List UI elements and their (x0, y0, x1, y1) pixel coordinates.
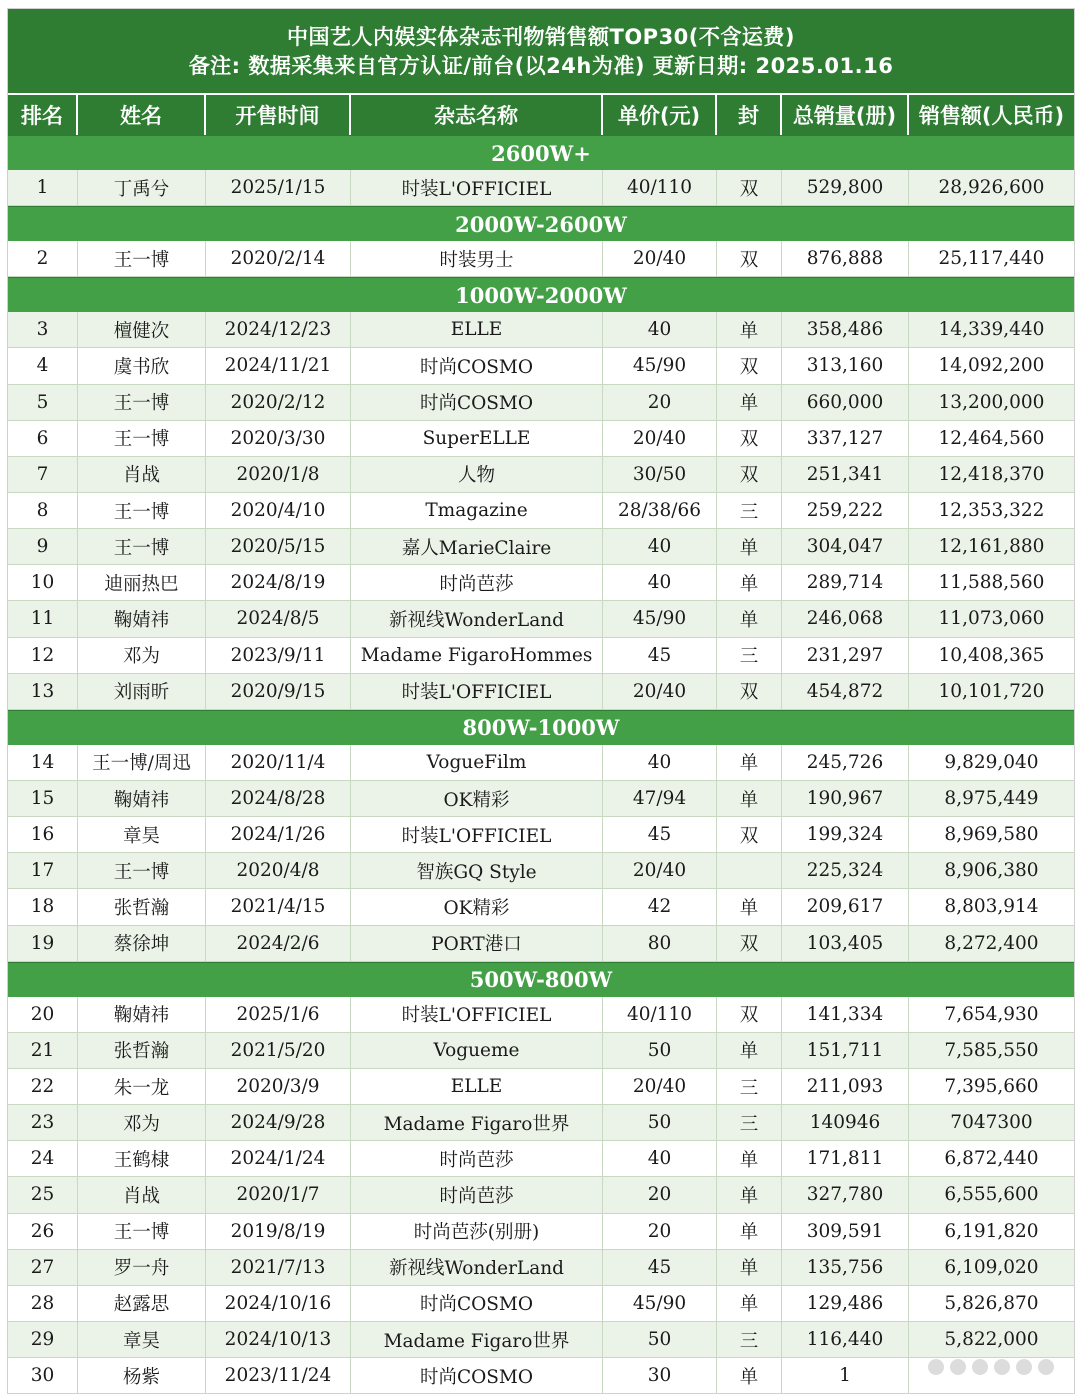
cell-unit-price: 45/90 (603, 348, 717, 384)
cell-total-sales: 246,068 (782, 601, 909, 637)
cell-magazine: OK精彩 (351, 889, 603, 925)
cell-unit-price: 20/40 (603, 421, 717, 457)
cell-revenue: 13,200,000 (909, 385, 1074, 421)
cell-cover: 单 (717, 529, 782, 565)
table-row (8, 1358, 1074, 1394)
cell-cover: 双 (717, 170, 782, 206)
cell-name: 王一博 (78, 493, 206, 529)
cell-unit-price: 47/94 (603, 781, 717, 817)
cell-rank: 15 (8, 781, 78, 817)
cell-release-date: 2025/1/6 (206, 997, 351, 1033)
cell-magazine: 时装L'OFFICIEL (351, 817, 603, 853)
cell-rank: 14 (8, 745, 78, 781)
ranking-table (7, 8, 1075, 1394)
cell-rank: 2 (8, 241, 78, 277)
table-row (8, 529, 1074, 565)
cell-unit-price: 20 (603, 1177, 717, 1213)
cell-rank: 8 (8, 493, 78, 529)
column-headers (8, 93, 1074, 135)
cell-magazine: 新视线WonderLand (351, 1250, 603, 1286)
column-magazine: 杂志名称 (351, 95, 603, 135)
cell-name: 王一博 (78, 241, 206, 277)
table-row (8, 170, 1074, 206)
cell-release-date: 2024/8/28 (206, 781, 351, 817)
cell-magazine: Madame Figaro世界 (351, 1105, 603, 1141)
cell-name: 张哲瀚 (78, 1033, 206, 1069)
cell-release-date: 2023/9/11 (206, 638, 351, 674)
cell-name: 肖战 (78, 457, 206, 493)
cell-magazine: 时尚COSMO (351, 385, 603, 421)
cell-rank: 22 (8, 1069, 78, 1105)
cell-total-sales: 454,872 (782, 674, 909, 710)
cell-cover: 单 (717, 1177, 782, 1213)
cell-rank: 21 (8, 1033, 78, 1069)
cell-rank: 20 (8, 997, 78, 1033)
table-row (8, 781, 1074, 817)
cell-release-date: 2024/11/21 (206, 348, 351, 384)
table-row (8, 493, 1074, 529)
cell-name: 朱一龙 (78, 1069, 206, 1105)
cell-cover: 双 (717, 997, 782, 1033)
watermark-dot-icon (994, 1359, 1010, 1375)
cell-cover: 单 (717, 889, 782, 925)
cell-total-sales: 151,711 (782, 1033, 909, 1069)
table-row (8, 853, 1074, 889)
cell-magazine: 时尚芭莎 (351, 1177, 603, 1213)
cell-revenue: 12,418,370 (909, 457, 1074, 493)
cell-rank: 28 (8, 1286, 78, 1322)
cell-magazine: 新视线WonderLand (351, 601, 603, 637)
cell-name: 章昊 (78, 817, 206, 853)
cell-name: 虞书欣 (78, 348, 206, 384)
cell-cover: 单 (717, 1358, 782, 1394)
cell-revenue: 9,829,040 (909, 745, 1074, 781)
cell-unit-price: 40 (603, 529, 717, 565)
cell-name: 张哲瀚 (78, 889, 206, 925)
cell-rank: 1 (8, 170, 78, 206)
cell-total-sales: 660,000 (782, 385, 909, 421)
table-row (8, 997, 1074, 1033)
cell-rank: 17 (8, 853, 78, 889)
cell-unit-price: 20/40 (603, 674, 717, 710)
table-row (8, 1322, 1074, 1358)
cell-magazine: ELLE (351, 312, 603, 348)
cell-name: 蔡徐坤 (78, 926, 206, 962)
cell-total-sales: 251,341 (782, 457, 909, 493)
cell-revenue: 8,969,580 (909, 817, 1074, 853)
cell-magazine: SuperELLE (351, 421, 603, 457)
column-unit-price: 单价(元) (603, 95, 717, 135)
watermark-dot-icon (1016, 1359, 1032, 1375)
cell-revenue: 6,555,600 (909, 1177, 1074, 1213)
cell-release-date: 2020/3/30 (206, 421, 351, 457)
cell-name: 鞠婧祎 (78, 997, 206, 1033)
cell-name: 檀健次 (78, 312, 206, 348)
cell-cover: 三 (717, 493, 782, 529)
cell-name: 罗一舟 (78, 1250, 206, 1286)
cell-cover: 单 (717, 1033, 782, 1069)
cell-cover: 单 (717, 385, 782, 421)
cell-rank: 23 (8, 1105, 78, 1141)
cell-total-sales: 209,617 (782, 889, 909, 925)
cell-revenue: 28,926,600 (909, 170, 1074, 206)
table-row (8, 1033, 1074, 1069)
cell-unit-price: 50 (603, 1033, 717, 1069)
cell-rank: 29 (8, 1322, 78, 1358)
cell-unit-price: 30/50 (603, 457, 717, 493)
cell-total-sales: 1 (782, 1358, 909, 1394)
table-row (8, 889, 1074, 925)
cell-release-date: 2025/1/15 (206, 170, 351, 206)
cell-magazine: 时尚芭莎 (351, 565, 603, 601)
cell-magazine: OK精彩 (351, 781, 603, 817)
cell-magazine: 时尚COSMO (351, 348, 603, 384)
cell-unit-price: 42 (603, 889, 717, 925)
cell-name: 章昊 (78, 1322, 206, 1358)
cell-name: 迪丽热巴 (78, 565, 206, 601)
cell-release-date: 2023/11/24 (206, 1358, 351, 1394)
cell-revenue: 12,161,880 (909, 529, 1074, 565)
cell-unit-price: 45 (603, 817, 717, 853)
cell-name: 鞠婧祎 (78, 601, 206, 637)
cell-unit-price: 40 (603, 1141, 717, 1177)
cell-cover: 双 (717, 674, 782, 710)
cell-rank: 13 (8, 674, 78, 710)
cell-total-sales: 259,222 (782, 493, 909, 529)
cell-revenue: 7,395,660 (909, 1069, 1074, 1105)
cell-magazine: 时尚COSMO (351, 1286, 603, 1322)
cell-unit-price: 45/90 (603, 601, 717, 637)
cell-cover: 三 (717, 1322, 782, 1358)
cell-name: 刘雨昕 (78, 674, 206, 710)
cell-rank: 3 (8, 312, 78, 348)
table-row (8, 421, 1074, 457)
cell-total-sales: 313,160 (782, 348, 909, 384)
column-rank: 排名 (8, 95, 78, 135)
cell-rank: 10 (8, 565, 78, 601)
cell-magazine: Tmagazine (351, 493, 603, 529)
cell-name: 鞠婧祎 (78, 781, 206, 817)
cell-total-sales: 529,800 (782, 170, 909, 206)
cell-total-sales: 116,440 (782, 1322, 909, 1358)
cell-total-sales: 190,967 (782, 781, 909, 817)
cell-cover: 单 (717, 1250, 782, 1286)
table-row (8, 926, 1074, 962)
cell-cover: 双 (717, 241, 782, 277)
table-row (8, 1069, 1074, 1105)
cell-unit-price: 40/110 (603, 997, 717, 1033)
table-row (8, 565, 1074, 601)
cell-release-date: 2020/1/8 (206, 457, 351, 493)
cell-release-date: 2020/1/7 (206, 1177, 351, 1213)
cell-unit-price: 45 (603, 1250, 717, 1286)
cell-unit-price: 80 (603, 926, 717, 962)
cell-cover: 单 (717, 1286, 782, 1322)
cell-total-sales: 231,297 (782, 638, 909, 674)
cell-revenue: 7,654,930 (909, 997, 1074, 1033)
cell-cover: 三 (717, 1069, 782, 1105)
cell-cover: 双 (717, 348, 782, 384)
cell-release-date: 2024/9/28 (206, 1105, 351, 1141)
cell-name: 肖战 (78, 1177, 206, 1213)
cell-revenue: 11,073,060 (909, 601, 1074, 637)
cell-name: 王鹤棣 (78, 1141, 206, 1177)
cell-unit-price: 50 (603, 1322, 717, 1358)
cell-magazine: 时尚芭莎(别册) (351, 1214, 603, 1250)
cell-total-sales: 304,047 (782, 529, 909, 565)
cell-unit-price: 50 (603, 1105, 717, 1141)
cell-name: 王一博 (78, 385, 206, 421)
cell-cover: 双 (717, 421, 782, 457)
cell-magazine: 时尚芭莎 (351, 1141, 603, 1177)
cell-revenue: 12,464,560 (909, 421, 1074, 457)
cell-total-sales: 135,756 (782, 1250, 909, 1286)
table-header (8, 9, 1074, 93)
watermark-dot-icon (950, 1359, 966, 1375)
cell-total-sales: 199,324 (782, 817, 909, 853)
cell-release-date: 2020/5/15 (206, 529, 351, 565)
table-row (8, 1105, 1074, 1141)
cell-cover: 三 (717, 1105, 782, 1141)
cell-release-date: 2024/10/13 (206, 1322, 351, 1358)
cell-rank: 25 (8, 1177, 78, 1213)
cell-revenue: 7,585,550 (909, 1033, 1074, 1069)
cell-revenue: 11,588,560 (909, 565, 1074, 601)
cell-release-date: 2020/4/8 (206, 853, 351, 889)
table-row (8, 817, 1074, 853)
cell-unit-price: 20 (603, 1214, 717, 1250)
cell-unit-price: 20/40 (603, 1069, 717, 1105)
table-row (8, 638, 1074, 674)
cell-rank: 7 (8, 457, 78, 493)
cell-magazine: 时装L'OFFICIEL (351, 674, 603, 710)
cell-cover: 双 (717, 457, 782, 493)
cell-release-date: 2020/2/12 (206, 385, 351, 421)
cell-unit-price: 40 (603, 312, 717, 348)
cell-magazine: PORT港口 (351, 926, 603, 962)
cell-total-sales: 245,726 (782, 745, 909, 781)
cell-total-sales: 309,591 (782, 1214, 909, 1250)
table-row (8, 674, 1074, 710)
cell-name: 邓为 (78, 1105, 206, 1141)
cell-name: 王一博 (78, 1214, 206, 1250)
cell-release-date: 2019/8/19 (206, 1214, 351, 1250)
cell-release-date: 2020/9/15 (206, 674, 351, 710)
column-total-sales: 总销量(册) (782, 95, 909, 135)
cell-magazine: Madame FigaroHommes (351, 638, 603, 674)
cell-rank: 26 (8, 1214, 78, 1250)
group-header: 500W-800W (8, 962, 1074, 997)
cell-revenue: 14,092,200 (909, 348, 1074, 384)
cell-name: 王一博 (78, 529, 206, 565)
cell-cover: 双 (717, 817, 782, 853)
cell-magazine: 嘉人MarieClaire (351, 529, 603, 565)
cell-revenue: 6,191,820 (909, 1214, 1074, 1250)
cell-total-sales: 289,714 (782, 565, 909, 601)
table-row (8, 312, 1074, 348)
cell-total-sales: 876,888 (782, 241, 909, 277)
cell-unit-price: 30 (603, 1358, 717, 1394)
cell-release-date: 2020/4/10 (206, 493, 351, 529)
table-row (8, 1286, 1074, 1322)
cell-release-date: 2021/7/13 (206, 1250, 351, 1286)
cell-release-date: 2024/1/24 (206, 1141, 351, 1177)
cell-cover: 单 (717, 781, 782, 817)
cell-revenue: 25,117,440 (909, 241, 1074, 277)
cell-unit-price: 20/40 (603, 853, 717, 889)
cell-name: 王一博 (78, 853, 206, 889)
cell-rank: 24 (8, 1141, 78, 1177)
cell-cover: 单 (717, 1214, 782, 1250)
cell-revenue: 8,272,400 (909, 926, 1074, 962)
cell-total-sales: 225,324 (782, 853, 909, 889)
cell-release-date: 2020/11/4 (206, 745, 351, 781)
cell-release-date: 2021/5/20 (206, 1033, 351, 1069)
watermark-dot-icon (972, 1359, 988, 1375)
cell-revenue: 5,826,870 (909, 1286, 1074, 1322)
cell-total-sales: 140946 (782, 1105, 909, 1141)
cell-revenue: 14,339,440 (909, 312, 1074, 348)
cell-rank: 18 (8, 889, 78, 925)
cell-magazine: ELLE (351, 1069, 603, 1105)
group-header: 1000W-2000W (8, 277, 1074, 312)
cell-rank: 19 (8, 926, 78, 962)
table-row (8, 601, 1074, 637)
cell-release-date: 2024/1/26 (206, 817, 351, 853)
watermark-dot-icon (1038, 1359, 1054, 1375)
cell-revenue: 8,803,914 (909, 889, 1074, 925)
cell-rank: 5 (8, 385, 78, 421)
column-cover: 封 (717, 95, 782, 135)
table-row (8, 348, 1074, 384)
cell-unit-price: 20 (603, 385, 717, 421)
cell-name: 杨紫 (78, 1358, 206, 1394)
cell-name: 王一博 (78, 421, 206, 457)
cell-release-date: 2020/3/9 (206, 1069, 351, 1105)
table-row (8, 241, 1074, 277)
cell-cover: 单 (717, 601, 782, 637)
group-header: 2600W+ (8, 135, 1074, 170)
watermark-dot-icon (928, 1359, 944, 1375)
cell-cover (717, 853, 782, 889)
cell-cover: 单 (717, 312, 782, 348)
cell-cover: 单 (717, 745, 782, 781)
group-header: 800W-1000W (8, 710, 1074, 745)
table-row (8, 457, 1074, 493)
table-row (8, 1250, 1074, 1286)
cell-magazine: 时装男士 (351, 241, 603, 277)
cell-unit-price: 45/90 (603, 1286, 717, 1322)
cell-rank: 27 (8, 1250, 78, 1286)
column-name: 姓名 (78, 95, 206, 135)
cell-revenue: 8,906,380 (909, 853, 1074, 889)
cell-revenue: 8,975,449 (909, 781, 1074, 817)
cell-rank: 16 (8, 817, 78, 853)
table-row (8, 385, 1074, 421)
cell-release-date: 2024/12/23 (206, 312, 351, 348)
cell-unit-price: 20/40 (603, 241, 717, 277)
group-header: 2000W-2600W (8, 206, 1074, 241)
cell-rank: 12 (8, 638, 78, 674)
cell-total-sales: 129,486 (782, 1286, 909, 1322)
cell-revenue: 6,109,020 (909, 1250, 1074, 1286)
cell-unit-price: 40 (603, 565, 717, 601)
table-body (8, 135, 1074, 1394)
cell-release-date: 2024/2/6 (206, 926, 351, 962)
cell-name: 王一博/周迅 (78, 745, 206, 781)
cell-total-sales: 337,127 (782, 421, 909, 457)
table-row (8, 1177, 1074, 1213)
cell-revenue: 6,872,440 (909, 1141, 1074, 1177)
cell-cover: 三 (717, 638, 782, 674)
cell-revenue: 5,822,000 (909, 1322, 1074, 1358)
cell-name: 邓为 (78, 638, 206, 674)
cell-total-sales: 358,486 (782, 312, 909, 348)
cell-unit-price: 28/38/66 (603, 493, 717, 529)
cell-magazine: VogueFilm (351, 745, 603, 781)
cell-cover: 单 (717, 565, 782, 601)
cell-release-date: 2024/8/5 (206, 601, 351, 637)
cell-magazine: 时装L'OFFICIEL (351, 997, 603, 1033)
cell-name: 赵露思 (78, 1286, 206, 1322)
cell-magazine: 人物 (351, 457, 603, 493)
cell-magazine: Madame Figaro世界 (351, 1322, 603, 1358)
cell-magazine: 时装L'OFFICIEL (351, 170, 603, 206)
cell-rank: 30 (8, 1358, 78, 1394)
cell-cover: 单 (717, 1141, 782, 1177)
cell-unit-price: 40/110 (603, 170, 717, 206)
cell-rank: 4 (8, 348, 78, 384)
cell-total-sales: 103,405 (782, 926, 909, 962)
table-row (8, 745, 1074, 781)
table-subtitle: 备注: 数据采集来自官方认证/前台(以24h为准) 更新日期: 2025.01.16 (188, 54, 894, 78)
cell-release-date: 2024/8/19 (206, 565, 351, 601)
cell-unit-price: 40 (603, 745, 717, 781)
table-row (8, 1214, 1074, 1250)
cell-cover: 双 (717, 926, 782, 962)
cell-magazine: Vogueme (351, 1033, 603, 1069)
table-row (8, 1141, 1074, 1177)
column-release-date: 开售时间 (206, 95, 351, 135)
cell-release-date: 2021/4/15 (206, 889, 351, 925)
cell-unit-price: 45 (603, 638, 717, 674)
cell-total-sales: 327,780 (782, 1177, 909, 1213)
cell-revenue: 7047300 (909, 1105, 1074, 1141)
cell-total-sales: 211,093 (782, 1069, 909, 1105)
column-revenue: 销售额(人民币) (918, 104, 1065, 128)
cell-rank: 9 (8, 529, 78, 565)
cell-rank: 6 (8, 421, 78, 457)
cell-revenue: 12,353,322 (909, 493, 1074, 529)
cell-name: 丁禹兮 (78, 170, 206, 206)
table-title: 中国艺人内娱实体杂志刊物销售额TOP30(不含运费) (287, 25, 795, 49)
cell-total-sales: 141,334 (782, 997, 909, 1033)
cell-magazine: 智族GQ Style (351, 853, 603, 889)
cell-release-date: 2024/10/16 (206, 1286, 351, 1322)
cell-magazine: 时尚COSMO (351, 1358, 603, 1394)
cell-release-date: 2020/2/14 (206, 241, 351, 277)
cell-revenue: 10,408,365 (909, 638, 1074, 674)
cell-rank: 11 (8, 601, 78, 637)
watermark (928, 1359, 1054, 1375)
cell-total-sales: 171,811 (782, 1141, 909, 1177)
cell-revenue: 10,101,720 (909, 674, 1074, 710)
